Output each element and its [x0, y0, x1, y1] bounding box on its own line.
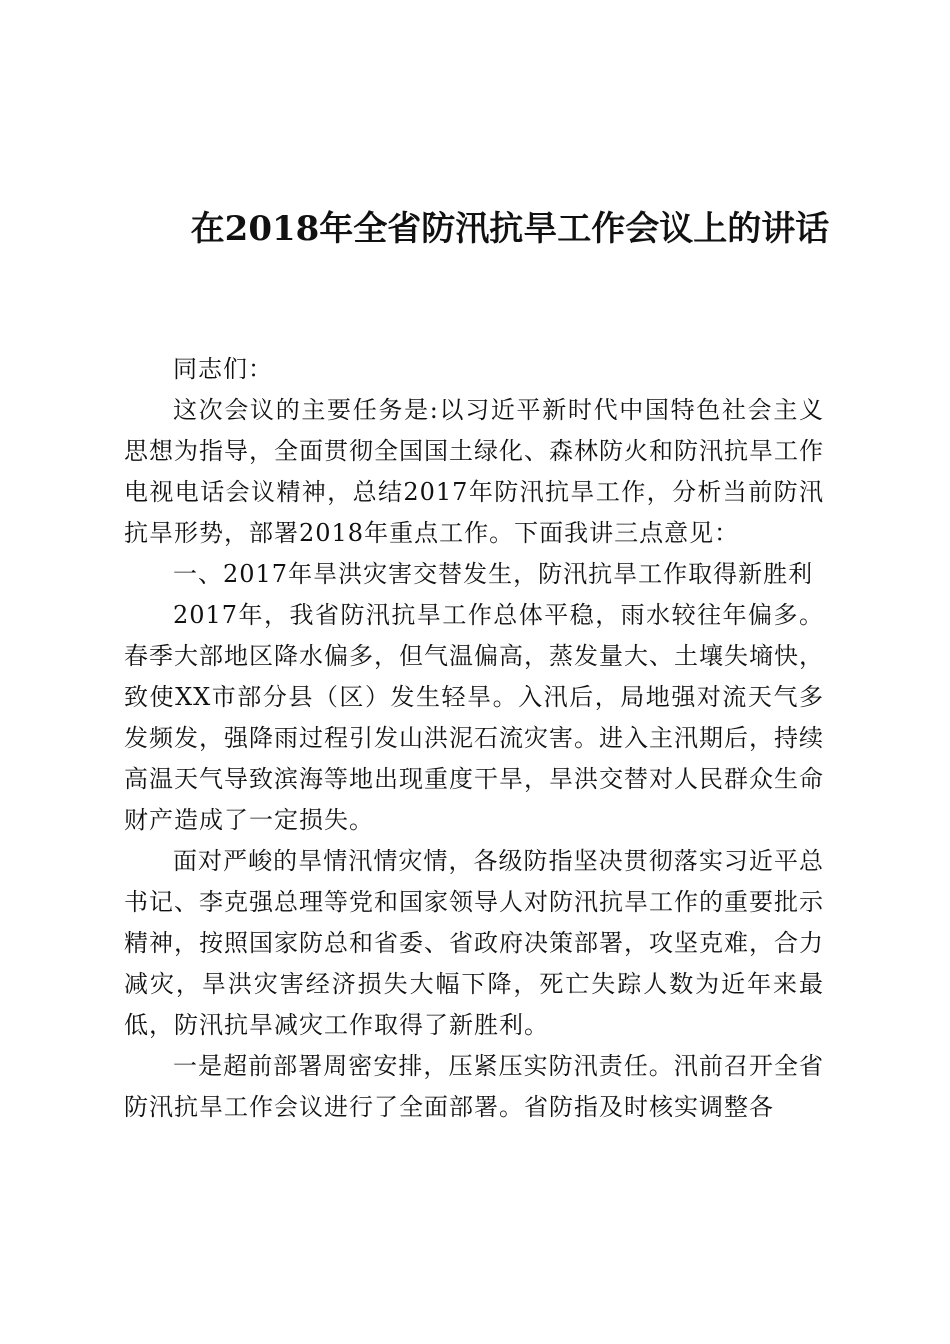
salutation: 同志们： [173, 355, 273, 383]
body-paragraph: 这次会议的主要任务是:以习近平新时代中国特色社会主义思想为指导，全面贯彻全国国土绿化、森林防火和防汛抗旱工作电视电话会议精神，总结2017年防汛抗旱工作，分析当前防汛抗旱形势，部署2018年重点工作。下面我讲三点意见： [124, 396, 824, 547]
body-paragraph: 2017年，我省防汛抗旱工作总体平稳，雨水较往年偏多。春季大部地区降水偏多，但气温偏高，蒸发量大、土壤失墒快，致使XX市部分县（区）发生轻旱。入汛后，局地强对流天气多发频发，强降雨过程引发山洪泥石流灾害。进入主汛期后，持续高温天气导致滨海等地出现重度干旱，旱洪交替对人民群众生命财产造成了一定损失。 [124, 601, 824, 834]
section-heading: 一、2017年旱洪灾害交替发生，防汛抗旱工作取得新胜利 [173, 560, 814, 588]
body-paragraph: 面对严峻的旱情汛情灾情，各级防指坚决贯彻落实习近平总书记、李克强总理等党和国家领导人对防汛抗旱工作的重要批示精神，按照国家防总和省委、省政府决策部署，攻坚克难，合力减灾，旱洪灾害经济损失大幅下降，死亡失踪人数为近年来最低，防汛抗旱减灾工作取得了新胜利。 [124, 847, 824, 1039]
document-body [124, 349, 824, 1128]
document-title: 在2018年全省防汛抗旱工作会议上的讲话 [190, 209, 830, 249]
body-paragraph: 一是超前部署周密安排，压紧压实防汛责任。汛前召开全省防汛抗旱工作会议进行了全面部署。省防指及时核实调整各 [124, 1052, 824, 1121]
